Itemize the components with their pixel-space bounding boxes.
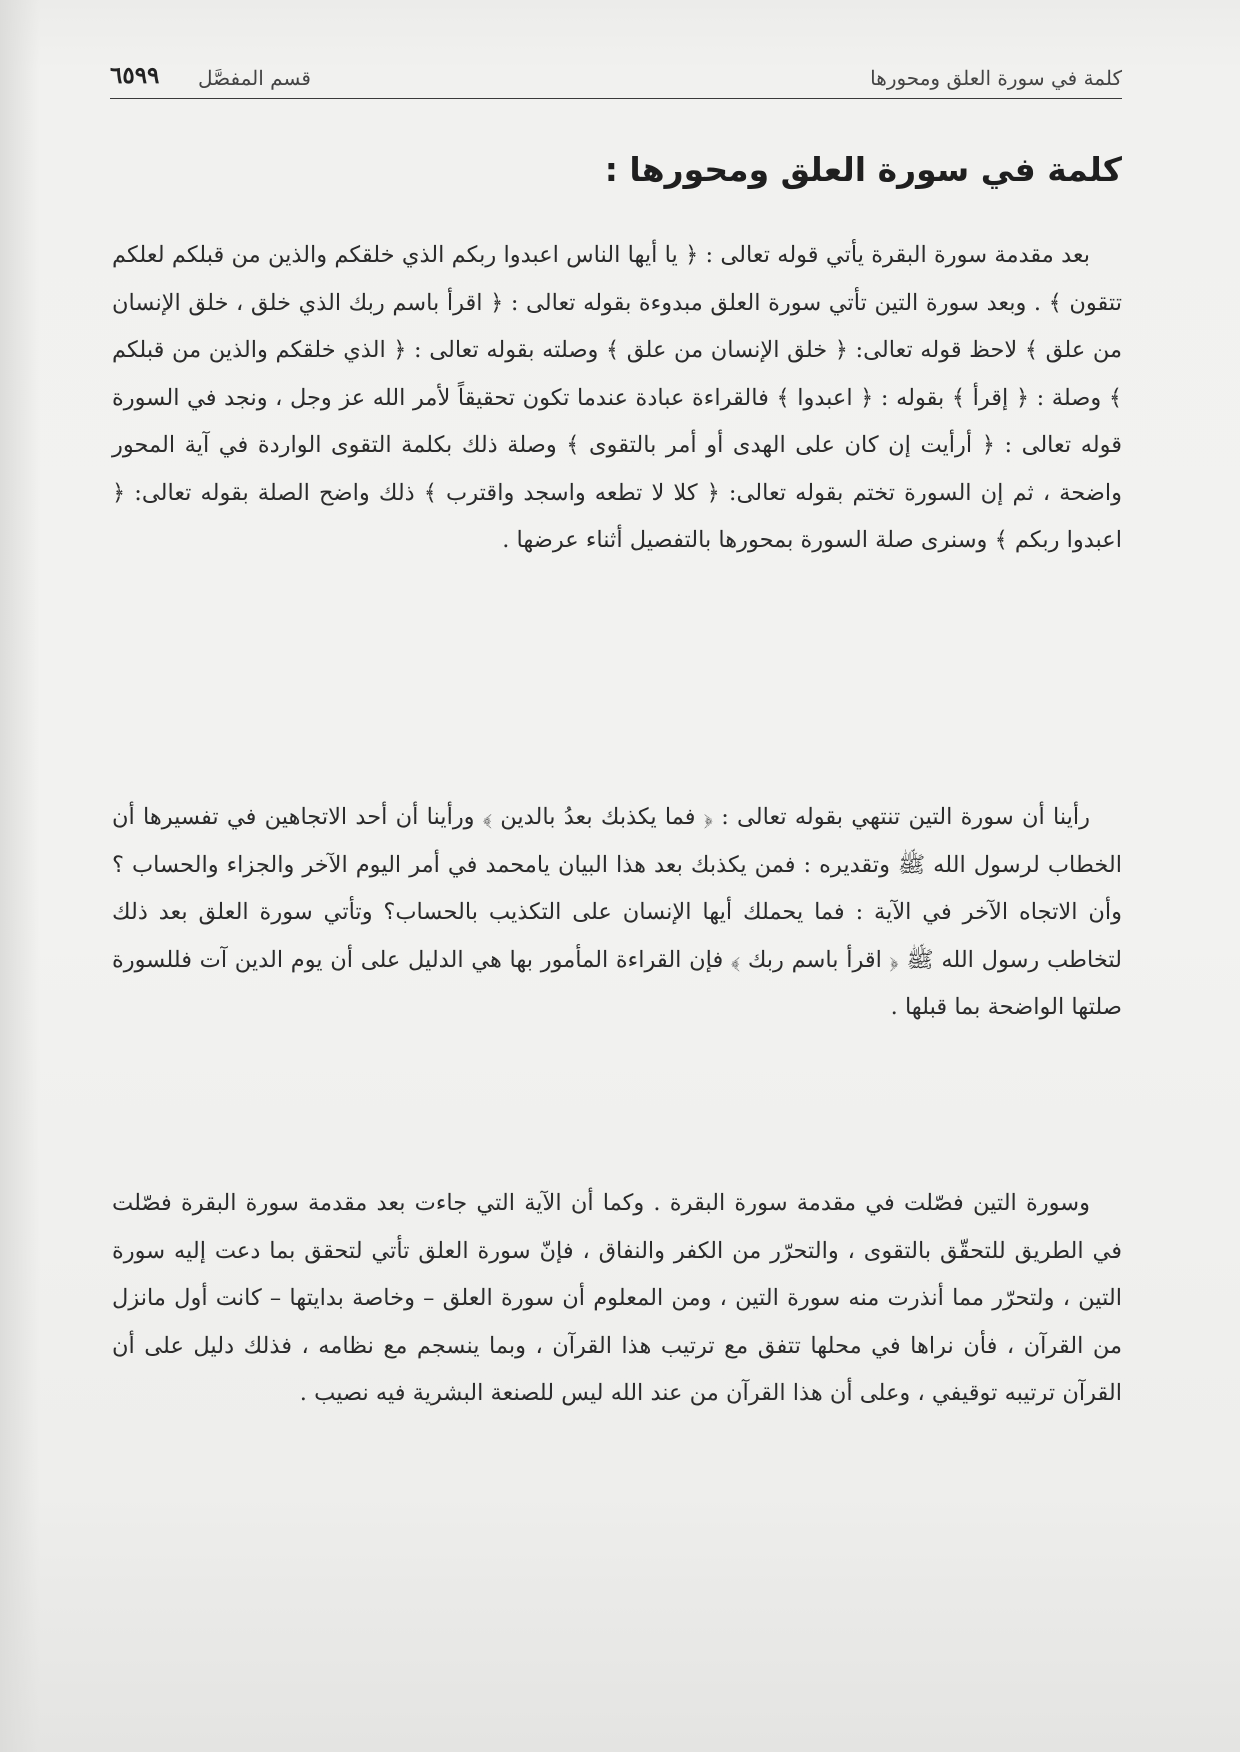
- running-title: كلمة في سورة العلق ومحورها: [870, 66, 1122, 90]
- paragraph-text: وسورة التين فصّلت في مقدمة سورة البقرة . وكما أن الآية التي جاءت بعد مقدمة سورة البقرة فصّلت في الطريق للتحقّق بالتقوى ، والتحرّر من الكفر والنفاق ، فإنّ سورة العلق تأتي لتحقق بما دعت إليه سورة التين ، ولتحرّر مما أنذرت منه سورة التين ، ومن المعلوم أن سورة العلق – وخاصة بدايتها – كانت أول مانزل من القرآن ، فأن نراها في محلها تتفق مع ترتيب هذا القرآن ، وبما ينسجم مع نظامه ، فذلك دليل على أن القرآن ترتيبه توقيفي ، وعلى أن هذا القرآن من عند الله ليس للصنعة البشرية فيه نصيب .: [112, 1190, 1122, 1406]
- paragraph: [112, 1180, 1122, 1418]
- paragraph-text: بعد مقدمة سورة البقرة يأتي قوله تعالى : ﴿ يا أيها الناس اعبدوا ربكم الذي خلقكم والذين من قبلكم لعلكم تتقون ﴾ . وبعد سورة التين تأتي سورة العلق مبدوءة بقوله تعالى : ﴿ اقرأ باسم ربك الذي خلق ، خلق الإنسان من علق ﴾ لاحظ قوله تعالى: ﴿ خلق الإنسان من علق ﴾ وصلته بقوله تعالى : ﴿ الذي خلقكم والذين من قبلكم ﴾ وصلة : ﴿ إقرأ ﴾ بقوله : ﴿ اعبدوا ﴾ فالقراءة عبادة عندما تكون تحقيقاً لأمر الله عز وجل ، ونجد في السورة قوله تعالى : ﴿ أرأيت إن كان على الهدى أو أمر بالتقوى ﴾ وصلة ذلك بكلمة التقوى الواردة في آية المحور واضحة ، ثم إن السورة تختم بقوله تعالى: ﴿ كلا لا تطعه واسجد واقترب ﴾ ذلك واضح الصلة بقوله تعالى: ﴿ اعبدوا ربكم ﴾ وسنرى صلة السورة بمحورها بالتفصيل أثناء عرضها .: [112, 242, 1122, 553]
- section-name: قسم المفصَّل: [198, 66, 311, 90]
- paragraph: [112, 232, 1122, 565]
- section-heading: كلمة في سورة العلق ومحورها :: [604, 150, 1122, 189]
- binding-shadow: [0, 0, 40, 1752]
- page-number: ٦٥٩٩: [110, 62, 160, 89]
- paragraph-text: رأينا أن سورة التين تنتهي بقوله تعالى : ﴿ فما يكذبك بعدُ بالدين ﴾ ورأينا أن أحد الاتجاهين في تفسيرها أن الخطاب لرسول الله ﷺ وتقديره : فمن يكذبك بعد هذا البيان يامحمد في أمر اليوم الآخر والجزاء والحساب ؟ وأن الاتجاه الآخر في الآية : فما يحملك أيها الإنسان على التكذيب بالحساب؟ وتأتي سورة العلق بعد ذلك لتخاطب رسول الله ﷺ ﴿ اقرأ باسم ربك ﴾ فإن القراءة المأمور بها هي الدليل على أن يوم الدين آت فللسورة صلتها الواضحة بما قبلها .: [112, 804, 1122, 1020]
- page-header: [110, 62, 1122, 99]
- paragraph: [112, 794, 1122, 1032]
